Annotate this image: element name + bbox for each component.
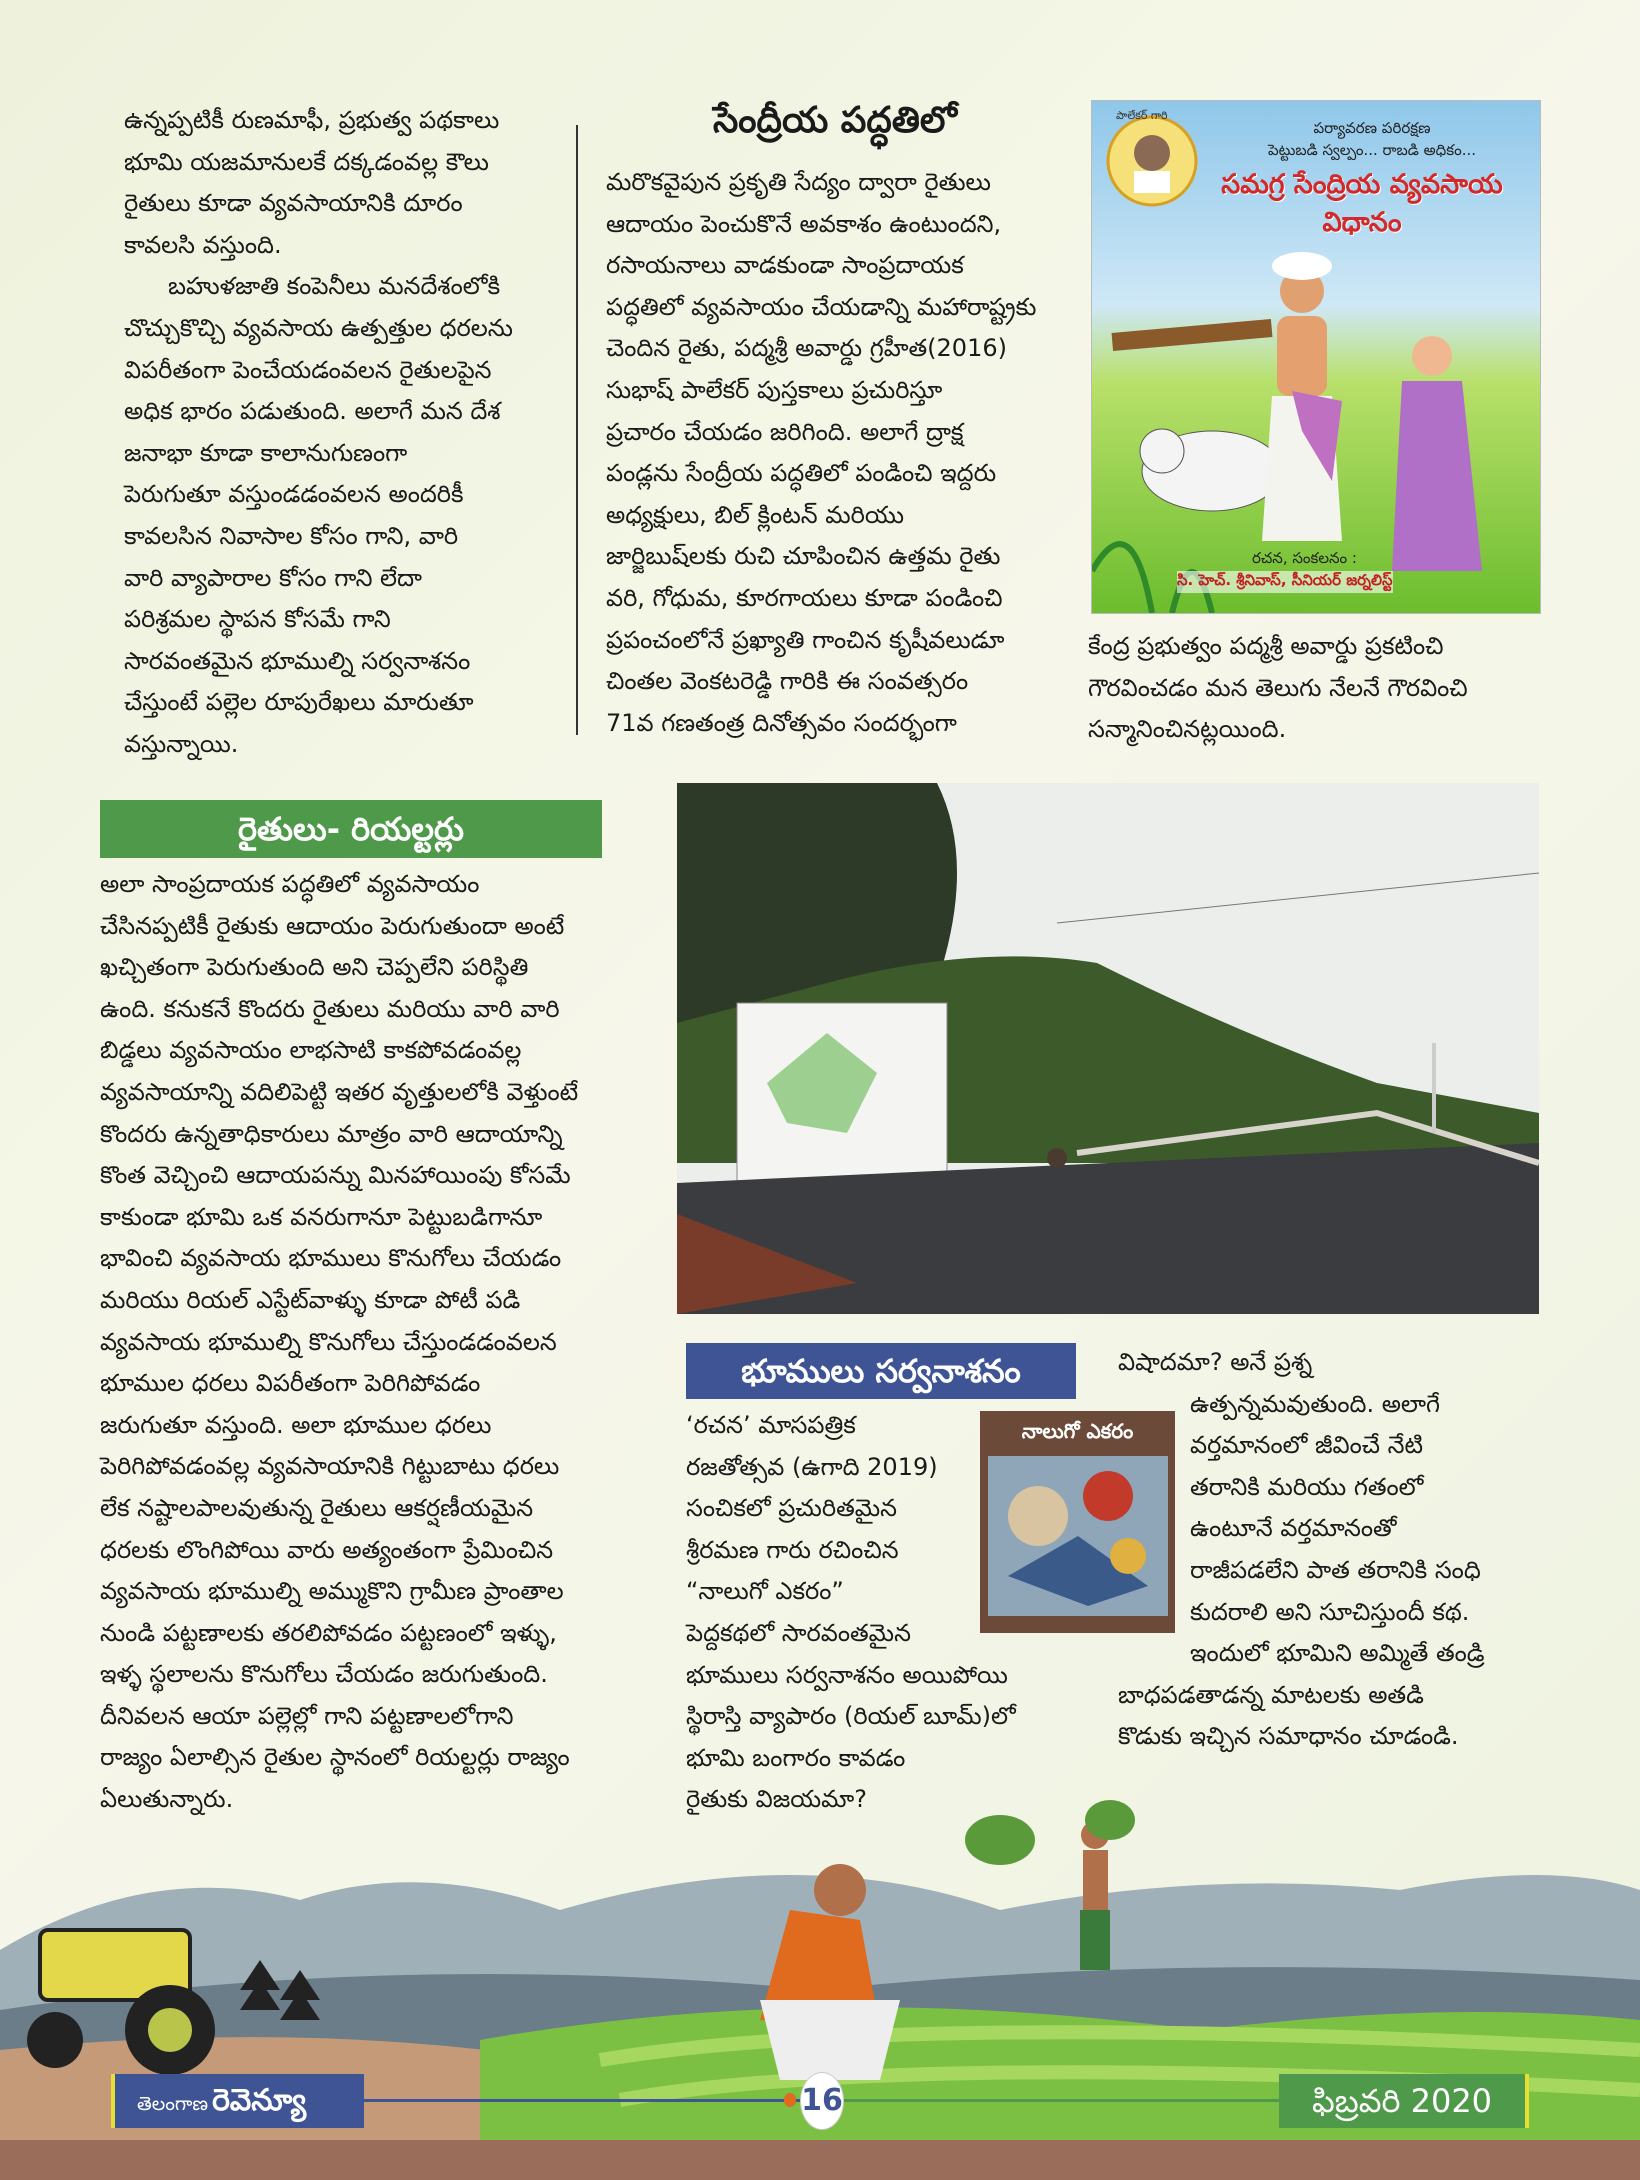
text-line: పండ్లను సేంద్రీయ పద్ధతిలో పండించి ఇద్దరు (606, 459, 997, 488)
text-line: దీనివలన ఆయా పల్లెల్లో గాని పట్టణాలలోగాని (100, 1701, 514, 1730)
page-number: 16 (800, 2072, 844, 2130)
cover-badge: పాలేకర్ గారి (1116, 109, 1168, 122)
text-line: రజతోత్సవ (ఉగాది 2019) (686, 1452, 938, 1481)
text-line: ధరలకు లొంగిపోయి వారు అత్యంతంగా ప్రేమించిన (100, 1535, 554, 1564)
magazine-name-label (111, 2074, 364, 2128)
text-line: బహుళజాతి కంపెనీలు మనదేశంలోకి (168, 272, 501, 301)
section-heading-organic: సేంద్రీయ పద్ధతిలో (713, 100, 957, 141)
text-line: మరొకవైపున ప్రకృతి సేద్యం ద్వారా రైతులు (606, 168, 991, 196)
text-line: రాజీపడలేని పాత తరానికి సంధి (1190, 1555, 1481, 1584)
article-column-farmers-realtors (100, 864, 620, 1821)
text-line: అలా సాంప్రదాయక పద్ధతిలో వ్యవసాయం (100, 870, 480, 898)
footer-rule-right (840, 2099, 1280, 2102)
text-line: వస్తున్నాయి. (124, 729, 239, 758)
text-line: ప్రపంచంలోనే ప్రఖ్యాతి గాంచిన కృషీవలుడూ (606, 625, 1005, 654)
text-line: విపరీతంగా పెంచేయడంవలన రైతులపైన (124, 355, 492, 384)
text-line: భావించి వ్యవసాయ భూములు కొనుగోలు చేయడం (100, 1244, 562, 1273)
text-line: వ్యవసాయాన్ని వదిలిపెట్టి ఇతర వృత్తులలోకి వెళ్తుంటే (100, 1077, 579, 1106)
text-line: తరానికి మరియు గతంలో (1190, 1472, 1424, 1501)
text-line: జరుగుతూ వస్తుంది. అలా భూముల ధరలు (100, 1410, 492, 1439)
photo-real-estate-layout (677, 783, 1539, 1314)
text-line: శ్రీరమణ గారు రచించిన (686, 1535, 899, 1564)
text-line: విషాదమా? అనే ప్రశ్న (1118, 1348, 1313, 1376)
text-line: ఖచ్చితంగా పెరుగుతుంది అని చెప్పలేని పరిస్థితి (100, 953, 529, 982)
text-line: సుభాష్ పాలేకర్ పుస్తకాలు ప్రచురిస్తూ (606, 375, 943, 404)
text-line: కావలసి వస్తుంది. (124, 230, 282, 259)
text-line: జనాభా కూడా కాలానుగుణంగా (124, 438, 408, 467)
article-column-1 (124, 100, 564, 766)
text-line: “నాలుగో ఎకరం” (686, 1577, 844, 1606)
text-line: చొచ్చుకొచ్చి వ్యవసాయ ఉత్పత్తుల ధరలను (124, 313, 513, 342)
magazine-prefix: తెలంగాణ (137, 2093, 209, 2115)
text-line: అధిక భారం పడుతుంది. అలాగే మన దేశ (124, 397, 501, 426)
page-marker-dot (784, 2093, 796, 2107)
text-line: వర్తమానంలో జీవించే నేటి (1190, 1431, 1424, 1460)
text-line: సంచికలో ప్రచురితమైన (686, 1494, 898, 1523)
cover-tagline-2: పెట్టుబడి స్వల్పం... రాబడి అధికం... (1267, 141, 1477, 159)
text-line: ‘రచన’ మాసపత్రిక (686, 1411, 856, 1439)
text-line: రైతులు కూడా వ్యవసాయానికి దూరం (124, 189, 463, 218)
cover-credit-name: సి. హెచ్. శ్రీనివాస్, సీనియర్ జర్నలిస్ట్ (1177, 571, 1393, 593)
text-line: ఉన్నప్పటికీ రుణమాఫీ, ప్రభుత్వ పథకాలు (124, 106, 500, 134)
text-line: మరియు రియల్ ఎస్టేట్‌వాళ్ళు కూడా పోటీ పడి (100, 1285, 521, 1314)
text-line: అధ్యక్షులు, బిల్ క్లింటన్ మరియు (606, 500, 905, 529)
text-line: ఇళ్ళ స్థలాలను కొనుగోలు చేయడం జరుగుతుంది. (100, 1660, 548, 1689)
cover-credit-label: రచన, సంకలనం : (1252, 549, 1357, 567)
book-cover-caption (1088, 626, 1538, 751)
text-line: బిడ్డలు వ్యవసాయం లాభసాటి కాకపోవడంవల్ల (100, 1036, 522, 1065)
book-cover-organic-farming (1091, 100, 1541, 614)
text-line: భూమి యజమానులకే దక్కడంవల్ల కౌలు (124, 147, 489, 176)
magazine-name: రెవెన్యూ (212, 2083, 307, 2118)
text-line: కొందరు ఉన్నతాధికారులు మాత్రం వారి ఆదాయాన్ని (100, 1119, 563, 1148)
text-line: స్థిరాస్తి వ్యాపారం (రియల్ బూమ్)లో (686, 1702, 1016, 1731)
text-line: వారి వ్యాపారాల కోసం గాని లేదా (124, 563, 423, 592)
issue-date-label: ఫిబ్రవరి 2020 (1279, 2074, 1529, 2128)
text-line: కొంత వెచ్చించి ఆదాయపన్ను మినహాయింపు కోసమే (100, 1161, 571, 1190)
text-line: కొడుకు ఇచ్చిన సమాధానం చూడండి. (1118, 1722, 1459, 1751)
section-heading-land-destruction: భూములు సర్వనాశనం (686, 1343, 1076, 1399)
text-line: 71వ గణతంత్ర దినోత్సవం సందర్భంగా (606, 708, 957, 737)
text-line: ఆదాయం పెంచుకొనే అవకాశం ఉంటుందని, (606, 209, 1002, 238)
text-line: వ్యవసాయ భూముల్ని అమ్ముకొని గ్రామీణ ప్రాంతాల (100, 1577, 564, 1606)
text-line: భూముల ధరలు విపరీతంగా పెరిగిపోవడం (100, 1369, 481, 1398)
text-line: పెరిగిపోవడంవల్ల వ్యవసాయానికి గిట్టుబాటు ధరలు (100, 1452, 560, 1481)
book-cover-title: నాలుగో ఎకరం (1021, 1419, 1134, 1443)
text-line: పెరుగుతూ వస్తుండడంవలన అందరికీ (124, 480, 464, 509)
text-line: కావలసిన నివాసాల కోసం గాని, వారి (124, 521, 459, 550)
text-line: పెద్దకథలో సారవంతమైన (686, 1618, 911, 1647)
text-line: ఉంది. కనుకనే కొందరు రైతులు మరియు వారి వారి (100, 994, 560, 1023)
text-line: కుదరాలి అని సూచిస్తుందీ కథ. (1190, 1597, 1470, 1626)
text-line: కాకుండా భూమి ఒక వనరుగానూ పెట్టుబడిగానూ (100, 1202, 543, 1231)
text-line: జార్జిబుష్‌లకు రుచి చూపించిన ఉత్తమ రైతు (606, 542, 1001, 571)
text-line: బాధపడతాడన్న మాటలకు అతడి (1118, 1680, 1424, 1709)
column-divider (576, 125, 578, 735)
text-line: వరి, గోధుమ, కూరగాయలు కూడా పండించి (606, 583, 1003, 612)
road-photo (677, 783, 1539, 1314)
text-line: భూములు సర్వనాశనం అయిపోయి (686, 1660, 1008, 1689)
article-column-organic (606, 162, 1076, 744)
text-line: ఉంటూనే వర్తమానంతో (1190, 1514, 1397, 1543)
text-line: చెందిన రైతు, పద్మశ్రీ అవార్డు గ్రహీత(2016) (606, 334, 1007, 363)
text-line: రసాయనాలు వాడకుండా సాంప్రదాయక (606, 251, 964, 280)
text-line: ఉత్పన్నమవుతుంది. అలాగే (1190, 1389, 1441, 1418)
text-line: చింతల వెంకటరెడ్డి గారికి ఈ సంవత్సరం (606, 667, 969, 696)
text-line: లేక నష్టాలపాలవుతున్న రైతులు ఆకర్షణీయమైన (100, 1493, 534, 1522)
text-line: నుండి పట్టణాలకు తరలిపోవడం పట్టణంలో ఇళ్ళు, (100, 1618, 557, 1647)
text-line: పరిశ్రమల స్థాపన కోసమే గాని (124, 605, 391, 634)
section-heading-farmers-realtors: రైతులు- రియల్టర్లు (100, 800, 602, 858)
text-line: భూమి బంగారం కావడం (686, 1743, 906, 1772)
text-line: గౌరవించడం మన తెలుగు నేలనే గౌరవించి (1088, 673, 1468, 702)
footer-rule-left (364, 2099, 804, 2102)
text-line: పద్ధతిలో వ్యవసాయం చేయడాన్ని మహారాష్ట్రకు (606, 292, 1037, 321)
text-line: కేంద్ర ప్రభుత్వం పద్మశ్రీ అవార్డు ప్రకటించి (1088, 632, 1444, 660)
text-line: రాజ్యం ఏలాల్సిన రైతుల స్థానంలో రియల్టర్లు రాజ్యం (100, 1743, 570, 1772)
cover-title: సమగ్ర సేంద్రియ వ్యవసాయ విధానం (1221, 169, 1503, 238)
text-line: వ్యవసాయ భూముల్ని కొనుగోలు చేస్తుండడంవలన (100, 1327, 557, 1356)
text-line: చేస్తుంటే పల్లెల రూపురేఖలు మారుతూ (124, 688, 474, 717)
text-line: ఇందులో భూమిని అమ్మితే తండ్రి (1190, 1639, 1485, 1668)
text-line: ప్రచారం చేయడం జరిగింది. అలాగే ద్రాక్ష (606, 417, 964, 446)
text-line: సన్మానించినట్లయింది. (1088, 715, 1287, 744)
text-line: సారవంతమైన భూముల్ని సర్వనాశనం (124, 646, 471, 675)
cover-tagline-1: పర్యావరణ పరిరక్షణ (1313, 119, 1431, 137)
article-column-land-left (686, 1405, 1016, 1821)
text-line: ఏలుతున్నారు. (100, 1785, 234, 1814)
article-column-land-right (1118, 1342, 1538, 1758)
text-line: చేసినప్పటికీ రైతుకు ఆదాయం పెరుగుతుందా అంటే (100, 911, 565, 940)
text-line: రైతుకు విజయమా? (686, 1785, 867, 1814)
